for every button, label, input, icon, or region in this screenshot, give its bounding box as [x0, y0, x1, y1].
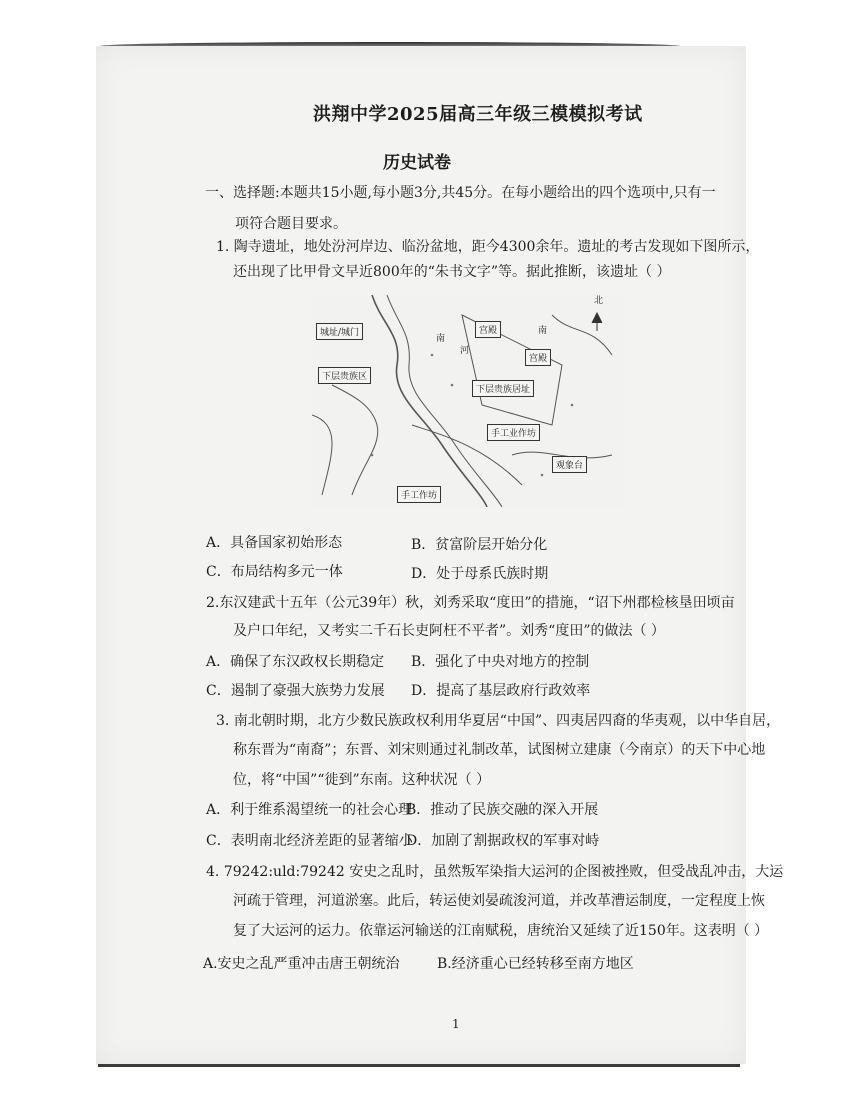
q2-stem-line2: 及户口年纪，又考实二千石长吏阿枉不平者”。刘秀“度田”的做法（ ） [233, 623, 665, 639]
q2-option-d: D．提高了基层政府行政效率 [411, 683, 591, 699]
exam-title: 洪翔中学2025届高三年级三模模拟考试 [313, 104, 643, 125]
page-number: 1 [452, 1017, 460, 1031]
q4-stem-line3: 复了大运河的运力。依靠运河输送的江南赋税，唐统治又延续了近150年。这表明（ ） [233, 923, 769, 939]
q2-stem-line1: 2.东汉建武十五年（公元39年）秋，刘秀采取“度田”的措施，“诏下州郡检核垦田顷亩 [206, 595, 735, 611]
q3-option-b: B．推动了民族交融的深入开展 [406, 802, 599, 818]
taosi-site-map [312, 295, 624, 507]
map-north-label: 北 [594, 296, 604, 306]
q4-option-b: B.经济重心已经转移至南方地区 [437, 956, 634, 972]
q1-option-d: D．处于母系氏族时期 [411, 566, 549, 582]
q4-stem-line2: 河疏于管理，河道淤塞。此后，转运使刘晏疏浚河道，并改革漕运制度，一定程度上恢 [233, 893, 765, 909]
paper-bottom-edge [98, 1064, 740, 1067]
q3-option-a: A．利于维系渴望统一的社会心理 [206, 802, 413, 818]
exam-subtitle: 历史试卷 [383, 153, 451, 173]
q4-option-a: A.安史之乱严重冲击唐王朝统治 [203, 956, 400, 972]
section-instruction-line1: 一、选择题:本题共15小题,每小题3分,共45分。在每小题给出的四个选项中,只有一 [205, 185, 716, 201]
q3-stem-line2: 称东晋为“南裔”；东晋、刘宋则通过礼制改革，试图树立建康（今南京）的天下中心地 [233, 742, 766, 758]
map-label-palace-1: 宫殿 [475, 321, 501, 338]
map-label-workshop: 手工业作坊 [487, 424, 540, 441]
map-label-city-wall: 城址/城门 [316, 323, 363, 340]
section-instruction-line2: 项符合题目要求。 [235, 216, 347, 232]
q1-option-c: C．布局结构多元一体 [206, 564, 343, 580]
q1-stem-line1: 1. 陶寺遗址，地处汾河岸边、临汾盆地，距今4300余年。遗址的考古发现如下图所示， [216, 239, 760, 255]
map-label-lower-noble-area: 下层贵族区 [318, 367, 371, 384]
q3-option-d: D．加剧了割据政权的军事对峙 [406, 833, 600, 849]
map-label-observatory: 观象台 [552, 456, 587, 473]
q3-option-c: C．表明南北经济差距的显著缩小 [206, 833, 413, 849]
map-label-handicraft: 手工作坊 [397, 486, 441, 503]
map-label-palace-2: 宫殿 [525, 349, 551, 366]
q1-option-b: B．贫富阶层开始分化 [411, 537, 548, 553]
q4-stem-line1: 4. 79242:uld:79242 安史之乱时，虽然叛军染指大运河的企图被挫败，但受战乱冲击，大运 [206, 864, 784, 880]
map-small-text-1: 南 [436, 334, 446, 344]
map-label-lower-noble-residence: 下层贵族居址 [472, 380, 534, 397]
q3-stem-line3: 位，将“中国”“徙到”东南。这种状况（ ） [233, 772, 491, 788]
map-small-text-2: 河 [460, 346, 470, 356]
q1-option-a: A．具备国家初始形态 [206, 535, 343, 551]
q3-stem-line1: 3. 南北朝时期，北方少数民族政权利用华夏居“中国”、四夷居四裔的华夷观，以中华自居， [216, 713, 781, 729]
q2-option-c: C．遏制了豪强大族势力发展 [206, 683, 385, 699]
q2-option-a: A．确保了东汉政权长期稳定 [206, 654, 385, 670]
q1-stem-line2: 还出现了比甲骨文早近800年的“朱书文字”等。据此推断，该遗址（ ） [233, 264, 671, 280]
q2-option-b: B．强化了中央对地方的控制 [411, 654, 590, 670]
map-small-text-3: 南 [538, 326, 548, 336]
